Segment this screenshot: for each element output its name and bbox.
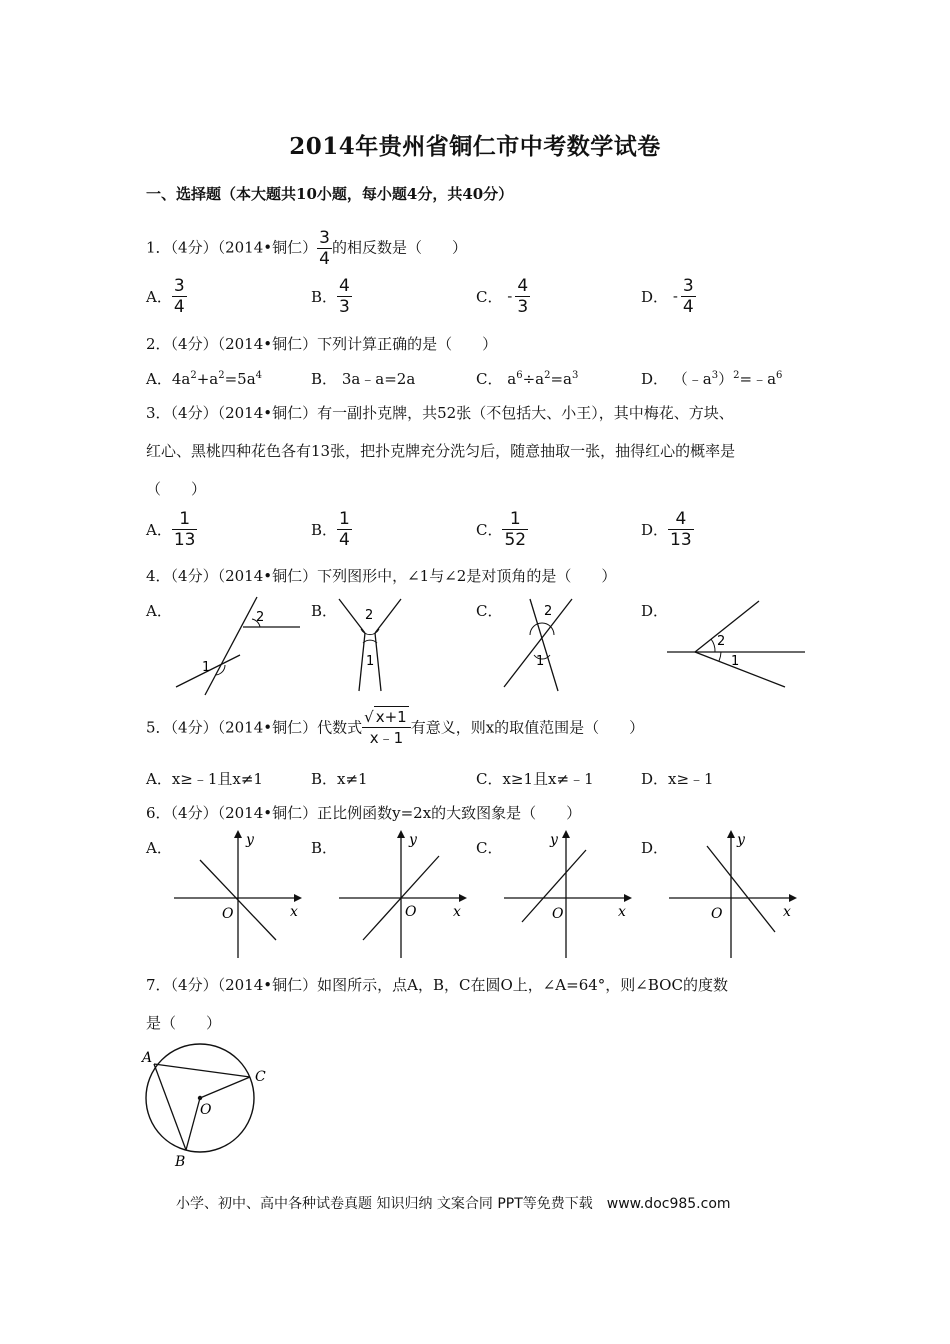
q3-option-b[interactable]: B． $\frac{1}{4}$ (311, 509, 350, 550)
q6c-x-label: x (618, 904, 626, 920)
question-3-line-1: 3．（4分）（2014•铜仁）有一副扑克牌，共52张（不包括大、小王），其中梅花、方块、 (146, 404, 734, 422)
q4b-angle1-label: 1 (366, 654, 375, 669)
q1-stem-pre: 1．（4分）（2014•铜仁） (146, 238, 318, 257)
question-3-line-2: 红心、黑桃四种花色各有13张，把扑克牌充分洗匀后，随意抽取一张，抽得红心的概率是 (146, 442, 736, 460)
q7-point-c-label: C (255, 1069, 266, 1085)
question-4: 4．（4分）（2014•铜仁）下列图形中，∠1与∠2是对顶角的是（ ） (146, 567, 617, 585)
q7-circle-figure (138, 1040, 273, 1170)
q1-option-a[interactable]: A． $\frac{3}{4}$ (146, 276, 185, 317)
q6-figure-d (665, 828, 805, 963)
q1-option-b[interactable]: B． $\frac{4}{3}$ (311, 276, 350, 317)
q5-option-a[interactable]: A．x≥﹣1且x≠1 (146, 770, 263, 788)
q4-figure-a (170, 595, 305, 700)
q6-option-a-label[interactable]: A． (146, 839, 172, 857)
q4c-angle1-label: 1 (536, 654, 545, 669)
q4-option-d-label[interactable]: D． (641, 602, 669, 620)
q6-option-c-label[interactable]: C． (476, 839, 503, 857)
q6-figure-b (335, 828, 475, 963)
q7-point-a-label: A (142, 1050, 153, 1066)
q4a-angle1-label: 1 (202, 660, 211, 675)
q1-fraction: $\frac{3}{4}$ (319, 228, 330, 269)
q5-stem-pre: 5．（4分）（2014•铜仁）代数式 (146, 718, 363, 737)
q6d-y-label: y (737, 832, 745, 848)
q6c-y-label: y (550, 832, 558, 848)
q6a-x-label: x (290, 904, 298, 920)
question-7-line-1: 7．（4分）（2014•铜仁）如图所示，点A，B，C在圆O上，∠A=64°，则∠BOC的度数 (146, 976, 728, 994)
q6b-origin-label: O (405, 904, 417, 920)
q3-option-d[interactable]: D． $\frac{4}{13}$ (641, 509, 692, 550)
q5-option-c[interactable]: C．x≥1且x≠﹣1 (476, 770, 594, 788)
q2-option-a[interactable]: A．$4a^2+a^2=5a^4$ (146, 370, 263, 388)
q5-option-b[interactable]: B．x≠1 (311, 770, 368, 788)
q4a-angle2-label: 2 (256, 610, 265, 625)
q4c-angle2-label: 2 (544, 604, 553, 619)
footer-text: 小学、初中、高中各种试卷真题 知识归纳 文案合同 PPT等免费下载 www.doc985.com (176, 1196, 731, 1212)
q4-figure-c (500, 595, 580, 695)
q1-stem-post: 的相反数是（ ） (331, 238, 467, 257)
q6a-origin-label: O (222, 906, 234, 922)
q5-stem-post: 有意义，则x的取值范围是（ ） (410, 718, 645, 737)
q4b-angle2-label: 2 (365, 608, 374, 623)
question-7-line-2: 是（ ） (146, 1014, 222, 1032)
q4-option-c-label[interactable]: C． (476, 602, 503, 620)
q5-option-d[interactable]: D．x≥﹣1 (641, 770, 714, 788)
q6-figure-a (170, 828, 310, 963)
q4d-angle1-label: 1 (731, 654, 740, 669)
q6d-origin-label: O (711, 906, 723, 922)
q6-figure-c (500, 828, 640, 963)
q1-option-c[interactable]: C． - $\frac{4}{3}$ (476, 276, 529, 317)
q5-fraction: $\frac{√ x+1}{x﹣1}$ (362, 706, 411, 748)
page-title: 2014年贵州省铜仁市中考数学试卷 (289, 133, 661, 160)
q2-option-c[interactable]: C． $a^6\div a^2=a^3$ (476, 370, 579, 388)
q6-option-d-label[interactable]: D． (641, 839, 669, 857)
q6-option-b-label[interactable]: B． (311, 839, 338, 857)
q4-figure-d (665, 595, 810, 690)
q6a-y-label: y (246, 832, 254, 848)
question-6: 6．（4分）（2014•铜仁）正比例函数y=2x的大致图象是（ ） (146, 804, 582, 822)
question-1 (146, 228, 467, 269)
q7-point-o-label: O (200, 1102, 212, 1118)
q4d-angle2-label: 2 (717, 634, 726, 649)
q7-point-b-label: B (175, 1154, 186, 1170)
q2-option-d[interactable]: D． $(﹣a^3)^2=﹣a^6$ (641, 370, 783, 388)
q4-option-a-label[interactable]: A． (146, 602, 172, 620)
q1-option-d[interactable]: D． - $\frac{3}{4}$ (641, 276, 694, 317)
q6c-origin-label: O (552, 906, 564, 922)
q6b-x-label: x (453, 904, 461, 920)
question-2: 2．（4分）（2014•铜仁）下列计算正确的是（ ） (146, 335, 498, 353)
q4-option-b-label[interactable]: B． (311, 602, 338, 620)
q6b-y-label: y (409, 832, 417, 848)
q2-option-b[interactable]: B． 3a﹣a=2a (311, 370, 416, 388)
question-5 (146, 706, 644, 748)
q6d-x-label: x (783, 904, 791, 920)
section-heading: 一、选择题（本大题共10小题，每小题4分，共40分） (146, 185, 514, 203)
q4-figure-b (335, 595, 410, 695)
q3-option-a[interactable]: A． $\frac{1}{13}$ (146, 509, 196, 550)
q3-option-c[interactable]: C． $\frac{1}{52}$ (476, 509, 527, 550)
question-3-line-3: （ ） (146, 480, 207, 498)
